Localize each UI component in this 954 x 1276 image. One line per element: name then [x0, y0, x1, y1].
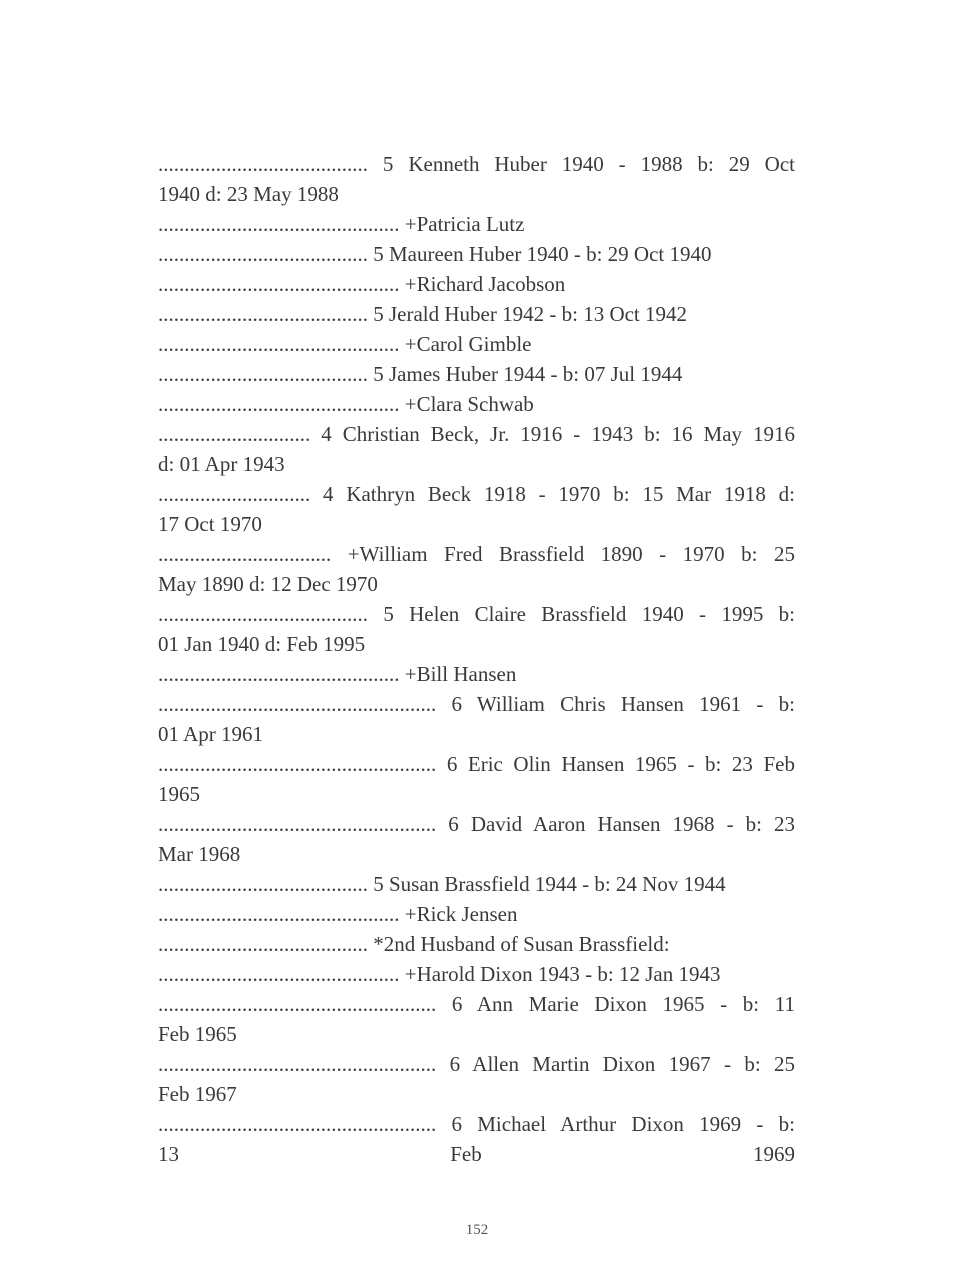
text-line: ........................................ 5 Helen Claire Brassfield 1940 - 1995 b: — [158, 602, 795, 626]
page-number: 152 — [465, 1222, 489, 1238]
text-line: ............................. 4 Kathryn Beck 1918 - 1970 b: 15 Mar 1918 d: — [158, 482, 795, 506]
text-line: May 1890 d: 12 Dec 1970 — [158, 572, 378, 596]
text-line: Feb 1967 — [158, 1082, 237, 1106]
text-line: ..................................................... 6 Ann Marie Dixon 1965 - b: 11 — [158, 992, 795, 1016]
text-line: .............................................. +Rick Jensen — [158, 902, 518, 926]
text-line: ........................................ 5 Jerald Huber 1942 - b: 13 Oct 1942 — [158, 302, 688, 326]
text-line: 13 Feb 1969 — [158, 1142, 795, 1166]
text-line: ..................................................... 6 David Aaron Hansen 1968 - b: 23 — [158, 812, 795, 836]
text-line: ..................................................... 6 William Chris Hansen 1961 - b: — [158, 692, 795, 716]
text-line: .............................................. +Harold Dixon 1943 - b: 12 Jan 1943 — [158, 962, 721, 986]
text-line: ..................................................... 6 Allen Martin Dixon 1967 - b: 25 — [158, 1052, 795, 1076]
text-line: Feb 1965 — [158, 1022, 237, 1046]
text-line: .............................................. +Carol Gimble — [158, 332, 532, 356]
text-line: ........................................ 5 Susan Brassfield 1944 - b: 24 Nov 1944 — [158, 872, 726, 896]
text-line: ..................................................... 6 Michael Arthur Dixon 1969 - b: — [158, 1112, 795, 1136]
text-line: 01 Apr 1961 — [158, 722, 263, 746]
text-line: d: 01 Apr 1943 — [158, 452, 285, 476]
text-line: ........................................ 5 James Huber 1944 - b: 07 Jul 1944 — [158, 362, 683, 386]
text-line: 01 Jan 1940 d: Feb 1995 — [158, 632, 366, 656]
text-line: ........................................ 5 Kenneth Huber 1940 - 1988 b: 29 Oct — [158, 152, 795, 176]
text-line: ............................. 4 Christian Beck, Jr. 1916 - 1943 b: 16 May 1916 — [158, 422, 795, 446]
text-line: .............................................. +Clara Schwab — [158, 392, 534, 416]
text-line: 1940 d: 23 May 1988 — [158, 182, 339, 206]
text-line: ........................................ *2nd Husband of Susan Brassfield: — [158, 932, 670, 956]
text-line: 17 Oct 1970 — [158, 512, 262, 536]
text-line: 1965 — [158, 782, 200, 806]
genealogy-text — [158, 149, 795, 1169]
text-line: .............................................. +Bill Hansen — [158, 662, 517, 686]
text-line: .............................................. +Patricia Lutz — [158, 212, 525, 236]
text-line: .............................................. +Richard Jacobson — [158, 272, 566, 296]
text-line: ................................. +William Fred Brassfield 1890 - 1970 b: 25 — [158, 542, 795, 566]
text-line: ........................................ 5 Maureen Huber 1940 - b: 29 Oct 1940 — [158, 242, 712, 266]
text-line: Mar 1968 — [158, 842, 241, 866]
text-line: ..................................................... 6 Eric Olin Hansen 1965 - b: 23 Feb — [158, 752, 795, 776]
